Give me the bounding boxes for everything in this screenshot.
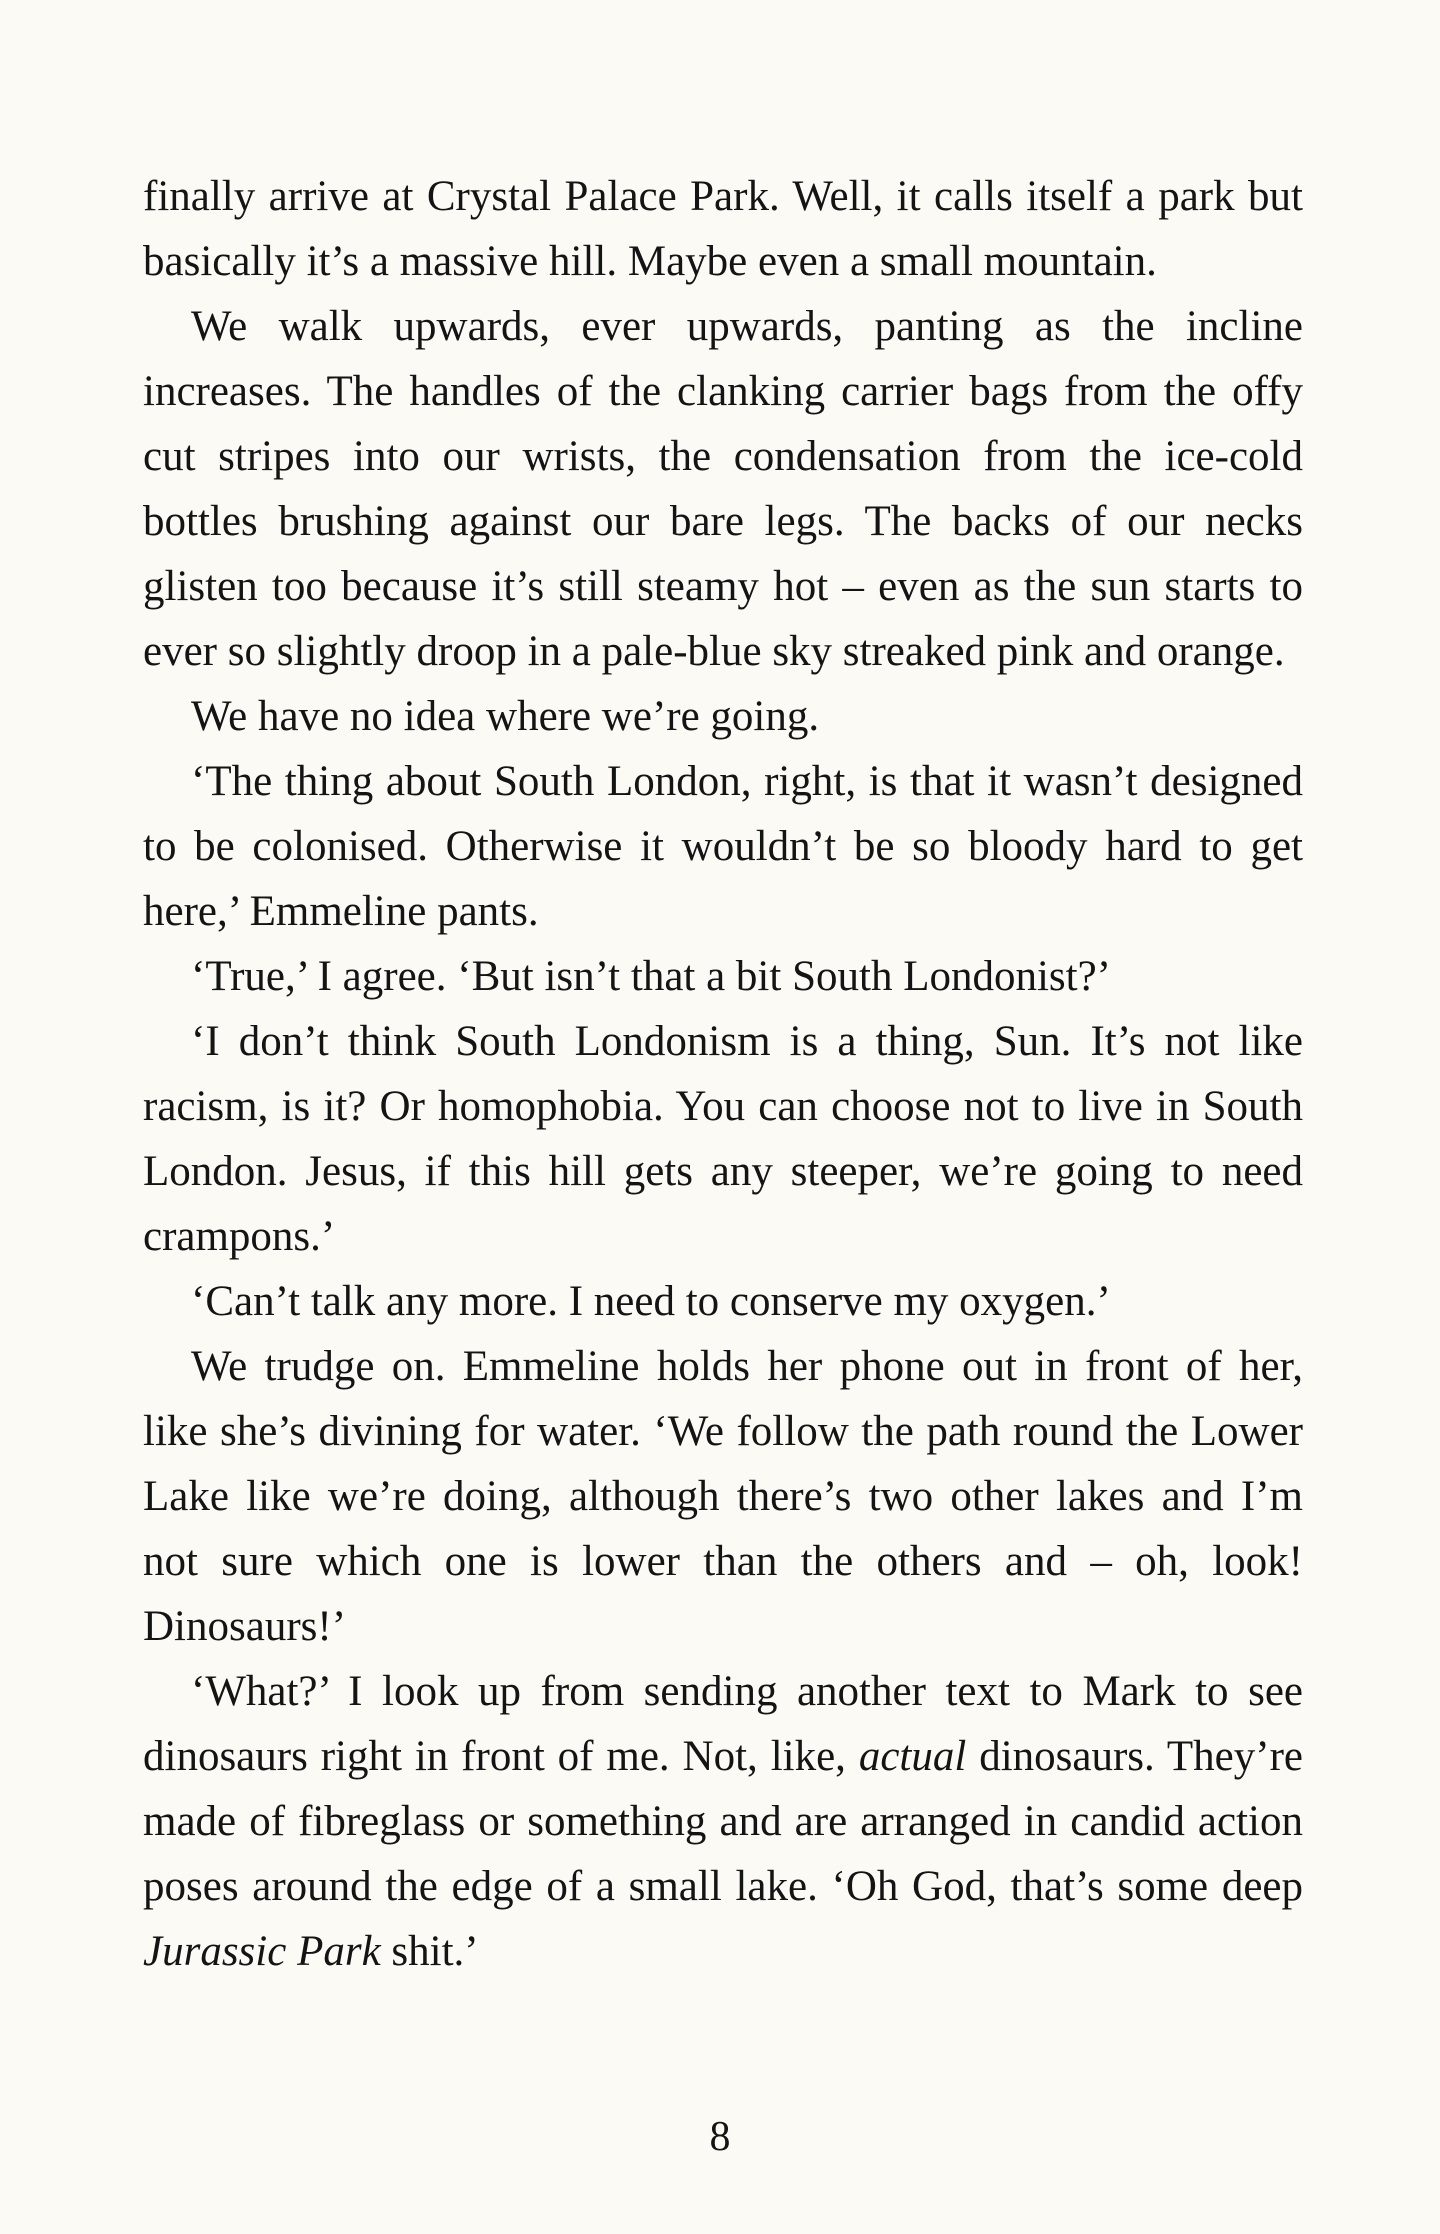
paragraph-3: We have no idea where we’re going. [191, 693, 820, 740]
paragraph-6: ‘I don’t think South Londonism is a thing, Sun. It’s not like racism, is it? Or homophobia. You can choose not to live in South London. Jesus, if this hill gets any steeper, we’re going to need crampons.’ [143, 1018, 1303, 1260]
paragraph-7: ‘Can’t talk any more. I need to conserve my oxygen.’ [191, 1278, 1111, 1325]
body-text [143, 164, 1303, 1984]
paragraph-8: We trudge on. Emmeline holds her phone out in front of her, like she’s divining for water. ‘We follow the path round the Lower Lake like we’re doing, although there’s two other lakes and I’m not sure which one is lower than the others and – oh, look! Dinosaurs!’ [143, 1343, 1303, 1650]
paragraph-9-part-1: ‘What?’ I look up from sending another text to Mark to see dinosaurs right in front of me. Not, like, [143, 1668, 1303, 1780]
emphasis-actual: actual [858, 1733, 967, 1780]
paragraph-9-part-2: dinosaurs. They’re made of fibreglass or something and are arranged in candid action poses around the edge of a small lake. ‘Oh God, that’s some deep [143, 1733, 1303, 1910]
paragraph-5: ‘True,’ I agree. ‘But isn’t that a bit South Londonist?’ [191, 953, 1111, 1000]
paragraph-4: ‘The thing about South London, right, is that it wasn’t designed to be colonised. Otherwise it wouldn’t be so bloody hard to get here,’ Emmeline pants. [143, 758, 1303, 935]
emphasis-jurassic-park: Jurassic Park [143, 1928, 381, 1975]
page-number: 8 [709, 2114, 731, 2160]
paragraph-9 [143, 1659, 1303, 1984]
paragraph-2: We walk upwards, ever upwards, panting as the incline increases. The handles of the clanking carrier bags from the offy cut stripes into our wrists, the condensation from the ice-cold bottles brushing against our bare legs. The backs of our necks glisten too because it’s still steamy hot – even as the sun starts to ever so slightly droop in a pale-blue sky streaked pink and orange. [143, 303, 1303, 675]
paragraph-1: finally arrive at Crystal Palace Park. Well, it calls itself a park but basically it’s a massive hill. Maybe even a small mountain. [143, 173, 1303, 285]
paragraph-9-part-3: shit.’ [380, 1928, 479, 1975]
